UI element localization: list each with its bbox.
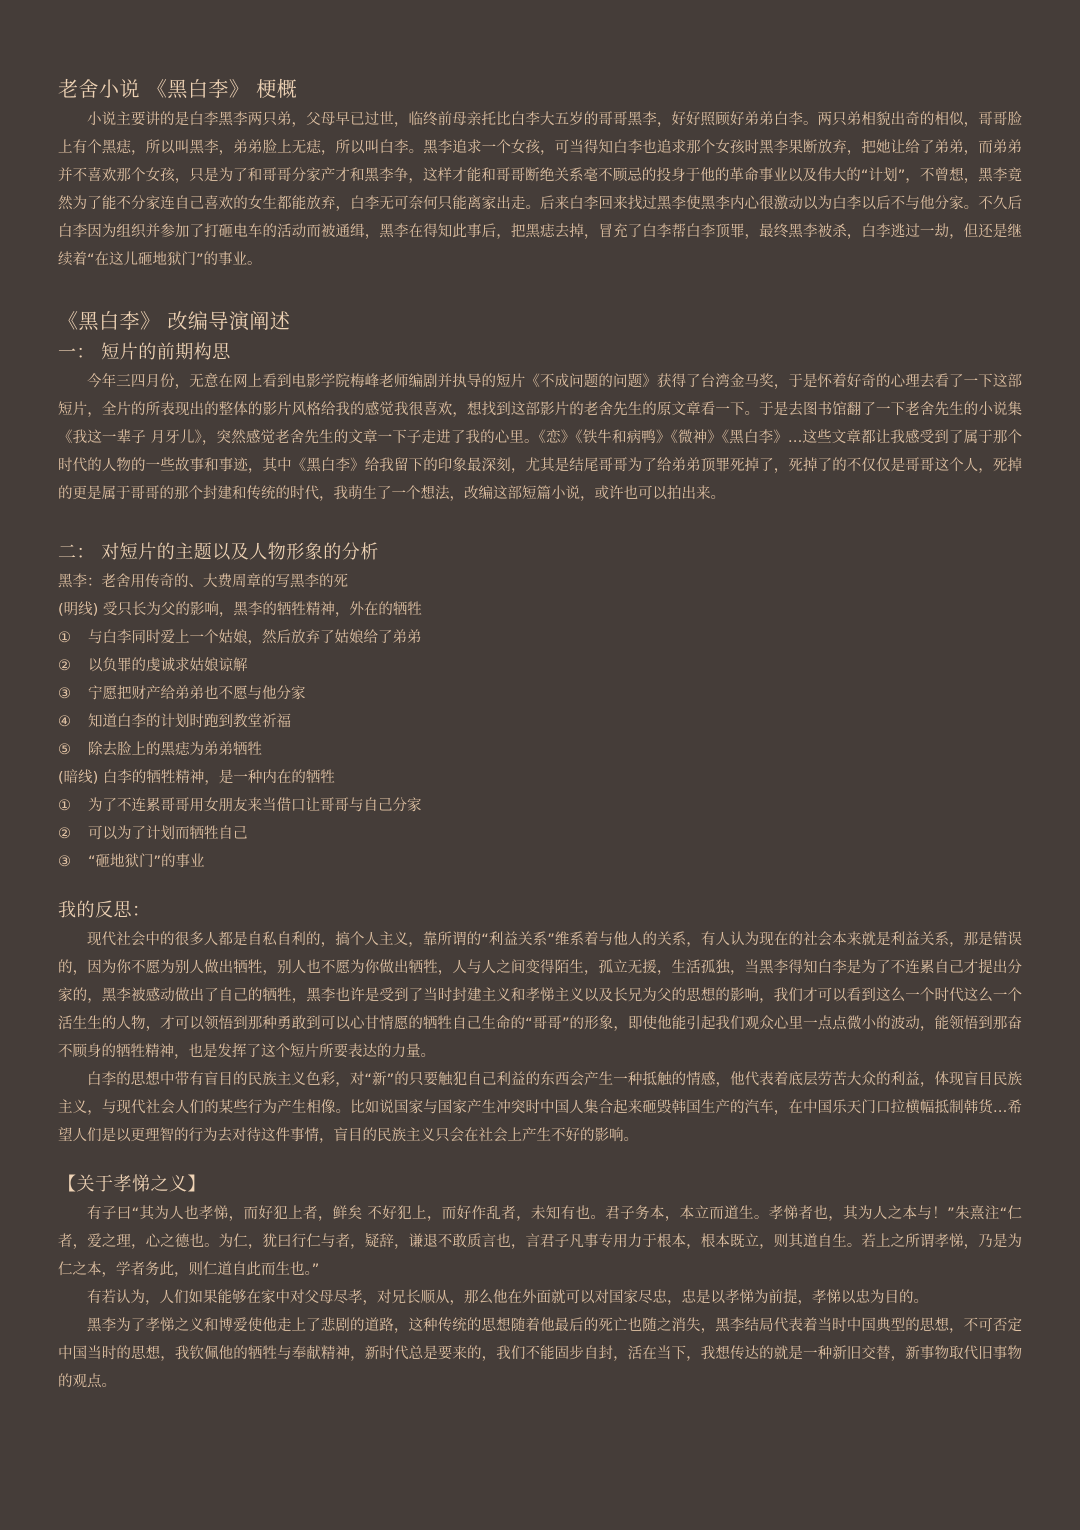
- item-text: 可以为了计划而牺牲自己: [88, 826, 248, 842]
- summary-title: 老舍小说 《黑白李》 梗概: [58, 77, 298, 101]
- filial-paragraph-3: 黑李为了孝悌之义和博爱使他走上了悲剧的道路，这种传统的思想随着他最后的死亡也随之消失，黑李结局代表着当时中国典型的思想，不可否定中国当时的思想，我钦佩他的牺牲与奉献精神，新时代总是要来的，我们不能固步自封，活在当下，我想传达的就是一种新旧交替，新事物取代旧事物的观点。: [58, 1318, 1022, 1390]
- summary-paragraph: 小说主要讲的是白李黑李两只弟，父母早已过世，临终前母亲托比白李大五岁的哥哥黑李，好好照顾好弟弟白李。两只弟相貌出奇的相似，哥哥脸上有个黑痣，所以叫黑李，弟弟脸上无痣，所以叫白李。黑李追求一个女孩，可当得知白李也追求那个女孩时黑李果断放弃，把她让给了弟弟，而弟弟并不喜欢那个女孩，只是为了和哥哥分家产才和黑李争，这样才能和哥哥断绝关系毫不顾忌的投身于他的革命事业以及伟大的“计划”，不曾想，黑李竟然为了能不分家连自己喜欢的女生都能放弃，白李无可奈何只能离家出走。后来白李回来找过黑李使黑李内心很激动以为白李以后不与他分家。不久后白李因为组织并参加了打砸电车的活动而被通缉，黑李在得知此事后，把黑痣去掉，冒充了白李帮白李顶罪，最终黑李被杀，白李逃过一劫，但还是继续着“在这儿砸地狱门”的事业。: [58, 112, 1022, 268]
- item-number: ④: [58, 714, 71, 730]
- item-number: ②: [58, 658, 71, 674]
- bright-line-heading: (明线) 受只长为父的影响，黑李的牺牲精神，外在的牺牲: [58, 602, 422, 618]
- bright-item: [58, 624, 1022, 652]
- item-text: 为了不连累哥哥用女朋友来当借口让哥哥与自己分家: [88, 798, 422, 814]
- document-page: [58, 72, 1022, 1396]
- bright-item: [58, 680, 1022, 708]
- item-number: ③: [58, 854, 71, 870]
- item-text: 以负罪的虔诚求姑娘谅解: [88, 658, 248, 674]
- dark-item: [58, 820, 1022, 848]
- filial-paragraph-2: 有若认为，人们如果能够在家中对父母尽孝，对兄长顺从，那么他在外面就可以对国家尽忠，忠是以孝悌为前提，孝悌以忠为目的。: [87, 1290, 928, 1306]
- director-statement-title: 《黑白李》 改编导演阐述: [58, 309, 291, 333]
- dark-item: [58, 848, 1022, 876]
- dark-item: [58, 792, 1022, 820]
- bright-item: [58, 652, 1022, 680]
- item-text: 宁愿把财产给弟弟也不愿与他分家: [88, 686, 306, 702]
- reflection-title: 我的反思：: [58, 900, 151, 921]
- item-number: ⑤: [58, 742, 71, 758]
- item-number: ②: [58, 826, 71, 842]
- filial-paragraph-1: 有子曰“其为人也孝悌，而好犯上者，鲜矣 不好犯上，而好作乱者，未知有也。君子务本，本立而道生。孝悌者也，其为人之本与！”朱熹注“仁者，爱之理，心之德也。为仁，犹曰行仁与者，疑辞，谦退不敢质言也，言君子凡事专用力于根本，根本既立，则其道自生。若上之所谓孝悌，乃是为仁之本，学者务此，则仁道自此而生也。”: [58, 1206, 1022, 1278]
- analysis-line: 黑李：老舍用传奇的、大费周章的写黑李的死: [58, 574, 348, 590]
- item-text: 知道白李的计划时跑到教堂祈福: [88, 714, 291, 730]
- reflection-paragraph-1: 现代社会中的很多人都是自私自利的，搞个人主义，靠所谓的“利益关系”维系着与他人的关系，有人认为现在的社会本来就是利益关系，那是错误的，因为你不愿为别人做出牺牲，别人也不愿为你做出牺牲，人与人之间变得陌生，孤立无援，生活孤独，当黑李得知白李是为了不连累自己才提出分家的，黑李被感动做出了自己的牺牲，黑李也许是受到了当时封建主义和孝悌主义以及长兄为父的思想的影响，我们才可以看到这么一个时代这么一个活生生的人物，才可以领悟到那种勇敢到可以心甘情愿的牺牲自己生命的“哥哥”的形象，即使他能引起我们观众心里一点点微小的波动，能领悟到那奋不顾身的牺牲精神，也是发挥了这个短片所要表达的力量。: [58, 932, 1022, 1060]
- part-one-heading: 一： 短片的前期构思: [58, 342, 231, 363]
- item-text: 除去脸上的黑痣为弟弟牺牲: [88, 742, 262, 758]
- part-one-paragraph: 今年三四月份，无意在网上看到电影学院梅峰老师编剧并执导的短片《不成问题的问题》获得了台湾金马奖，于是怀着好奇的心理去看了一下这部短片，全片的所表现出的整体的影片风格给我的感觉我很喜欢，想找到这部影片的老舍先生的原文章看一下。于是去图书馆翻了一下老舍先生的小说集《我这一辈子 月牙儿》，突然感觉老舍先生的文章一下子走进了我的心里。《恋》《铁牛和病鸭》《微神》《黑白李》…这些文章都让我感受到了属于那个时代的人物的一些故事和事迹，其中《黑白李》给我留下的印象最深刻，尤其是结尾哥哥为了给弟弟顶罪死掉了，死掉了的不仅仅是哥哥这个人，死掉的更是属于哥哥的那个封建和传统的时代，我萌生了一个想法，改编这部短篇小说，或许也可以拍出来。: [58, 374, 1022, 502]
- item-number: ①: [58, 630, 71, 646]
- bright-item: [58, 736, 1022, 764]
- item-text: “砸地狱门”的事业: [88, 854, 205, 870]
- item-text: 与白李同时爱上一个姑娘，然后放弃了姑娘给了弟弟: [88, 630, 422, 646]
- item-number: ③: [58, 686, 71, 702]
- dark-line-heading: (暗线) 白李的牺牲精神，是一种内在的牺牲: [58, 770, 335, 786]
- part-two-heading: 二： 对短片的主题以及人物形象的分析: [58, 542, 379, 563]
- bright-item: [58, 708, 1022, 736]
- reflection-paragraph-2: 白李的思想中带有盲目的民族主义色彩，对“新”的只要触犯自己利益的东西会产生一种抵触的情感，他代表着底层劳苦大众的利益，体现盲目民族主义，与现代社会人们的某些行为产生相像。比如说国家与国家产生冲突时中国人集合起来砸毁韩国生产的汽车，在中国乐天门口拉横幅抵制韩货…希望人们是以更理智的行为去对待这件事情，盲目的民族主义只会在社会上产生不好的影响。: [58, 1072, 1022, 1144]
- item-number: ①: [58, 798, 71, 814]
- filial-title: 【关于孝悌之义】: [58, 1174, 206, 1195]
